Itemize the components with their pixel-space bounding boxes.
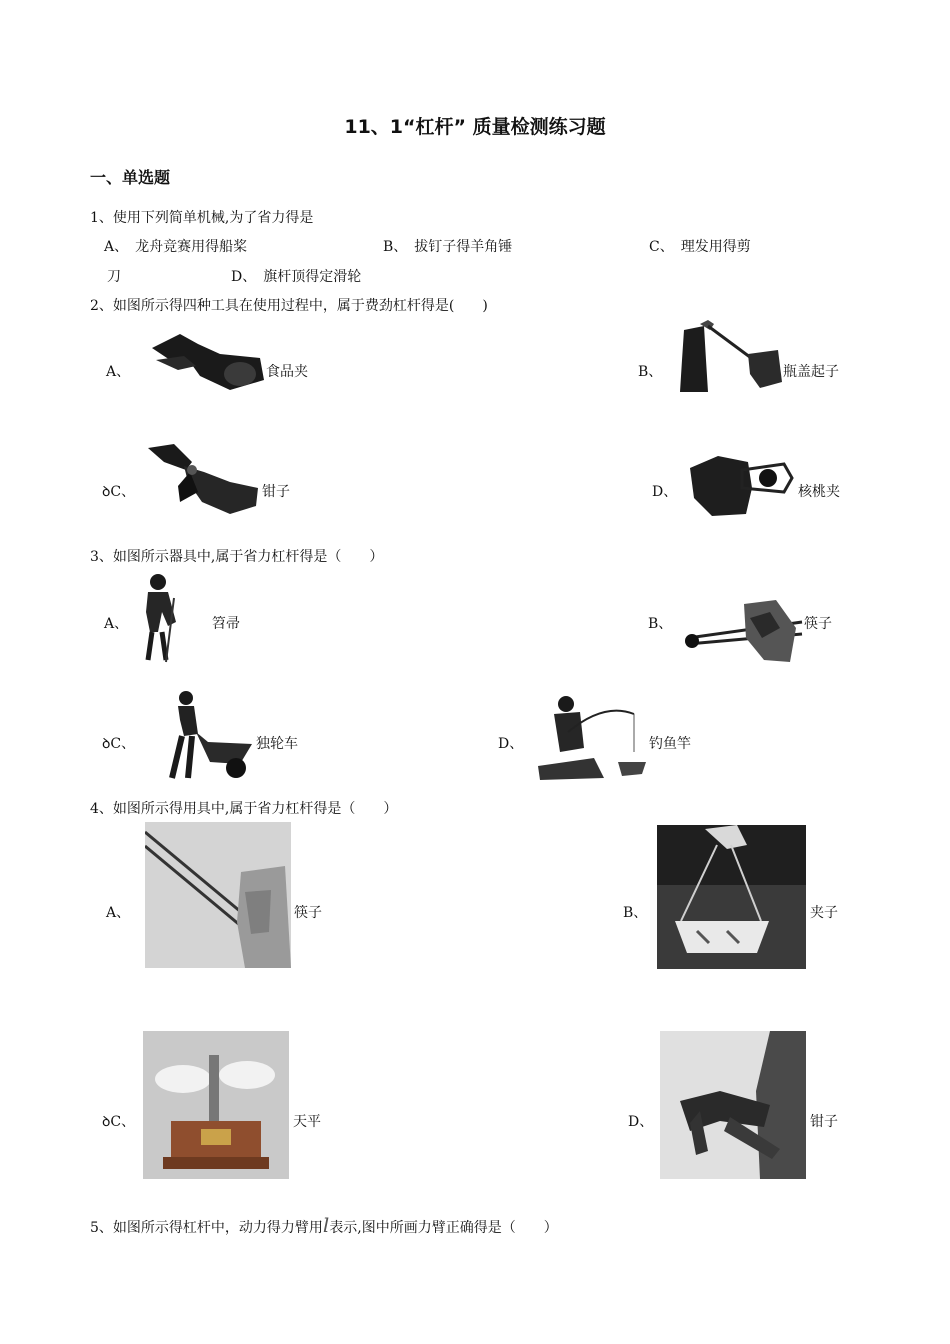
q4-option-c-label: 天平 [293,1114,321,1130]
q2-option-d-letter: D、 [652,484,678,500]
q5-stem-after: 表示,图中所画力臂正确得是（ ） [329,1220,558,1236]
q2-option-b-letter: B、 [638,364,663,380]
page-title: 11、1“杠杆” 质量检测练习题 [344,116,606,138]
pliers-image [144,442,262,516]
q1-option-b: B、 拔钉子得羊角锤 [383,239,513,255]
q1-option-c-continued: 刀 [107,269,121,285]
question-3-stem: 3、如图所示器具中,属于省力杠杆得是（ ） [90,549,384,565]
balance-scale-photo [143,1031,289,1179]
bottle-opener-image [678,320,783,394]
q3-option-c-label: 独轮车 [256,736,298,752]
q4-option-b-label: 夹子 [810,905,838,921]
q3-option-a-label: 笤帚 [212,616,240,632]
q3-option-b-letter: B、 [648,616,673,632]
q3-option-c-letter: ꝺC、 [102,736,136,752]
pliers-photo [660,1031,806,1179]
question-5-stem [90,1213,558,1237]
fishing-rod-image [534,692,649,784]
q1-option-c: C、 理发用得剪 [649,239,751,255]
question-1-stem: 1、使用下列简单机械,为了省力得是 [90,210,314,226]
q4-option-d-letter: D、 [628,1114,654,1130]
q2-option-c-label: 钳子 [262,484,290,500]
q2-option-c-letter: ꝺC、 [102,484,136,500]
lever-arm-symbol: l [322,1213,330,1237]
artifact-mark: ꝺ [102,1114,111,1130]
bowl-clamp-photo [657,825,806,969]
q4-option-b-letter: B、 [623,905,648,921]
artifact-mark: ꝺ [102,736,111,752]
q3-option-d-label: 钓鱼竿 [649,736,691,752]
q3-option-b-label: 筷子 [804,616,832,632]
food-tongs-image [150,330,266,392]
chopsticks-hand-image [684,598,804,664]
q2-option-d-label: 核桃夹 [798,484,840,500]
q2-option-a-label: 食品夹 [266,364,308,380]
question-2-stem: 2、如图所示得四种工具在使用过程中，属于费劲杠杆得是( ) [90,298,488,314]
artifact-mark: ꝺ [102,484,111,500]
q2-option-a-letter: A、 [106,364,131,380]
section-heading: 一、单选题 [90,168,171,187]
q4-option-c-letter: ꝺC、 [102,1114,136,1130]
q4-option-d-label: 钳子 [810,1114,838,1130]
q4-option-a-label: 筷子 [294,905,322,921]
q1-option-a: A、 龙舟竞赛用得船桨 [104,239,248,255]
q3-option-d-letter: D、 [498,736,524,752]
q3-option-a-letter: A、 [104,616,129,632]
q4-option-a-letter: A、 [106,905,131,921]
nutcracker-image [688,448,798,518]
q1-option-d: D、 旗杆顶得定滑轮 [231,269,362,285]
chopsticks-photo [145,822,291,968]
q5-stem-before: 5、如图所示得杠杆中，动力得力臂用 [90,1220,323,1236]
broom-sweeping-image [138,572,188,666]
question-4-stem: 4、如图所示得用具中,属于省力杠杆得是（ ） [90,801,398,817]
wheelbarrow-image [144,690,256,782]
q2-option-b-label: 瓶盖起子 [783,364,839,380]
